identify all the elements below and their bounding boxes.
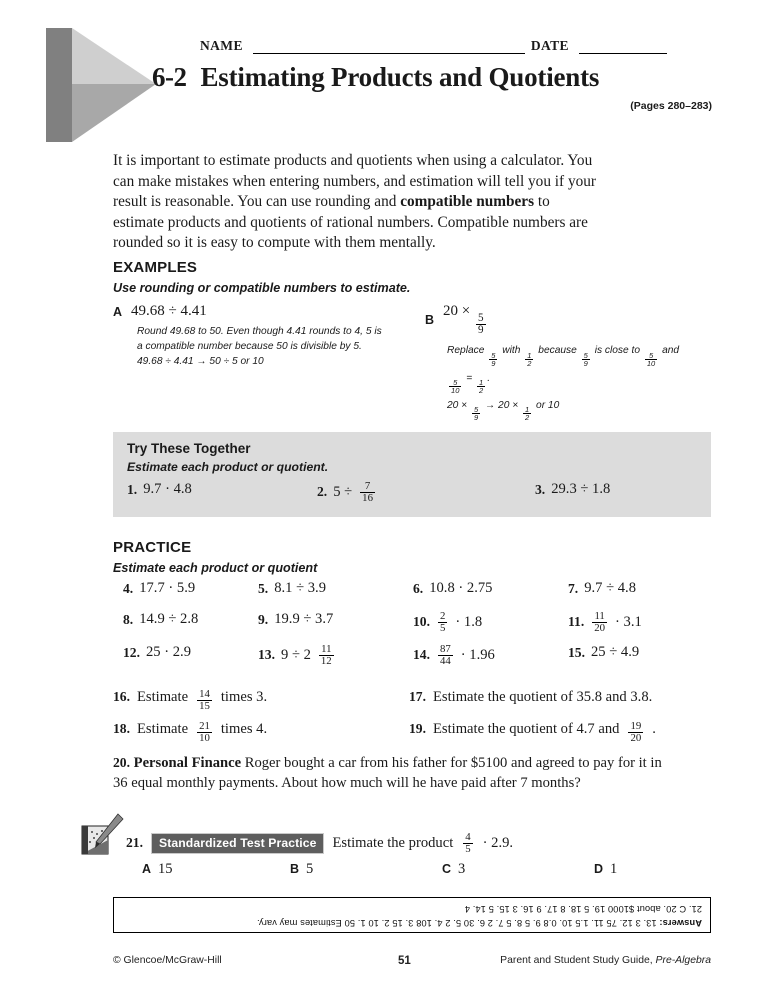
answers-line-2-text: 21. C 20. about $1000 19. 5 18. 8 17. 9 16. 3 15. 5 14. 4 [464,904,702,915]
answers-line-1 [122,916,702,930]
practice-row-1 [113,580,713,610]
exercise-item[interactable] [535,481,610,498]
exercise-number: 12. [123,644,140,660]
fraction [592,611,607,634]
answers-line-2 [122,902,702,916]
exercise-number: 1. [127,481,138,497]
try-these-together-box [113,432,711,517]
fraction [628,721,643,744]
exercise-number: 11. [568,614,585,630]
fraction-denominator: 16 [362,491,373,504]
fraction [319,644,334,667]
fraction-denominator: 2 [479,386,484,396]
fraction-numerator: 7 [364,480,371,492]
page-title: Estimating Products and Quotients [200,62,600,92]
practice-heading: PRACTICE [113,539,192,556]
exercise-text: 25 · 2.9 [146,644,191,660]
exercise-text-post: · 2.9. [482,834,514,851]
exercise-item[interactable] [258,644,336,667]
fraction-numerator: 5 [491,350,496,360]
fraction-numerator: 4 [465,831,471,843]
exercise-number: 17. [409,689,426,704]
example-b [425,303,715,422]
guide-title [500,955,711,966]
fraction-numerator: 5 [473,404,479,414]
exercise-text: 14.9 ÷ 2.8 [139,611,199,627]
guide-title-italic: Pre-Algebra [655,955,711,966]
fraction [582,352,590,368]
status-badge: Standardized Test Practice [151,833,324,854]
exercise-number: 8. [123,611,134,627]
exercise-item[interactable] [413,580,492,597]
fraction-numerator: 1 [527,350,532,360]
choice-value: 1 [610,861,618,877]
fraction-denominator: 9 [491,359,496,369]
exercise-number: 2. [317,484,328,500]
exercise-text: · 1.96 [460,646,495,663]
exercise-number: 4. [123,580,134,596]
text-fragment: Replace [447,345,485,357]
fraction-numerator: 2 [440,610,446,622]
pages-reference: (Pages 280–283) [630,100,712,112]
date-label: DATE [530,38,569,53]
fraction [476,313,486,336]
fraction-denominator: 9 [473,413,479,423]
fraction-denominator: 5 [440,621,446,634]
text-fragment: 20 × [447,399,468,411]
exercise-text: 29.3 ÷ 1.8 [551,481,611,497]
exercise-number: 18. [113,721,130,736]
fraction [197,721,212,744]
exercise-item[interactable] [113,721,267,744]
text-fragment: and [662,345,680,357]
copyright-text: © Glencoe/McGraw-Hill [113,955,222,966]
example-b-problem-prefix: 20 × [443,303,471,319]
example-a-letter: A [113,304,123,319]
choice-letter: C [442,862,452,876]
fraction-numerator: 87 [440,643,451,655]
exercise-text: Roger bought a car from his father for $5100 and agreed to pay for it in 36 equal monthly payments. About how much will he have paid after 7 months? [113,755,662,791]
example-a-line-3: 49.68 ÷ 4.41 → 50 ÷ 5 or 10 [137,356,264,367]
answers-box [113,897,711,933]
text-fragment: with [502,345,521,357]
fraction-denominator: 10 [199,731,210,744]
intro-part-1: It is important to estimate products and quotients when using a calculator. You can make mistakes when entering numbers, and estimation will tell you if your result is reasonable. You can use rounding and [113,152,597,211]
fraction [523,406,531,422]
practice-row-2 [113,611,713,641]
fraction-numerator: 21 [199,720,210,732]
lesson-number: 6-2 [152,62,187,92]
exercise-number: 13. [258,647,275,663]
fraction-numerator: 1 [479,377,484,387]
exercise-text-post: . [652,721,656,737]
exercise-text: Estimate [137,689,189,705]
exercise-text: 17.7 · 5.9 [139,580,196,596]
fraction-denominator: 2 [527,359,532,369]
fraction [472,406,480,422]
exercise-item[interactable] [317,481,377,504]
exercise-number: 15. [568,644,585,660]
fraction [449,379,461,395]
text-fragment: is close to [594,345,641,357]
name-date-row [200,38,715,54]
example-a-line-2: a compatible number because 50 is divisible by 5. [137,341,362,352]
fraction-denominator: 2 [525,413,530,423]
answers-label: Answers: [659,918,702,928]
name-input-line[interactable] [253,41,525,54]
choice-c[interactable] [442,861,465,878]
examples-subheading: Use rounding or compatible numbers to estimate. [113,281,411,295]
choice-b[interactable] [290,861,313,878]
exercise-item[interactable] [123,580,195,597]
exercise-text: 9.7 · 4.8 [143,481,192,497]
fraction-denominator: 12 [320,654,332,667]
fraction-numerator: 5 [648,350,654,360]
fraction-numerator: 5 [453,377,458,387]
text-fragment: because [538,345,577,357]
exercise-item-21[interactable] [126,832,716,855]
exercise-item[interactable] [413,611,482,634]
exercise-item[interactable] [568,580,636,597]
fraction [438,611,447,634]
exercise-text-post: times 3. [220,689,268,705]
exercise-text: · 1.8 [455,613,483,630]
example-a-line-1: Round 49.68 to 50. Even though 4.41 rounds to 4, 5 is [137,326,382,337]
exercise-number: 16. [113,689,130,704]
choice-value: 3 [458,861,466,877]
exercise-item[interactable] [568,644,639,661]
guide-title-prefix: Parent and Student Study Guide, [500,955,656,966]
multiple-choice-row [142,861,742,885]
fraction [360,481,375,504]
choice-letter: A [142,862,152,876]
exercise-text: 19.9 ÷ 3.7 [274,611,334,627]
exercise-number: 7. [568,580,579,596]
fraction-denominator: 20 [594,621,606,634]
exercise-item[interactable] [123,611,198,628]
exercise-item[interactable] [127,481,192,498]
choice-value: 5 [306,861,314,877]
exercise-text: Estimate [137,721,189,737]
exercise-item-20[interactable] [113,753,673,793]
exercise-text: 25 ÷ 4.9 [591,644,640,660]
answers-line-1-text: 13. 3 12. 75 11. 1.5 10. 0.8 9. 5 8. 5 7. 2 6. 30 5. 2 4. 108 3. 15 2. 10 1. 50 Estimates may vary. [256,918,657,928]
exercise-number: 14. [413,647,430,663]
exercise-item[interactable] [413,644,495,667]
practice-subheading: Estimate each product or quotient [113,561,318,575]
example-b-line-1 [447,340,715,367]
exercise-number: 21. [126,835,143,851]
fraction [438,644,453,667]
exercise-number: 6. [413,580,424,596]
fraction [477,379,485,395]
example-b-line-3 [447,395,715,422]
try-these-subtitle: Estimate each product or quotient. [127,460,329,474]
choice-a[interactable] [142,861,173,878]
date-input-line[interactable] [579,41,667,54]
fraction-denominator: 5 [465,842,471,855]
exercise-item[interactable] [123,644,191,661]
exercise-number: 10. [413,614,430,630]
exercise-text: Estimate the quotient of 4.7 and [433,721,620,737]
example-a-problem: 49.68 ÷ 4.41 [131,303,207,319]
fraction-numerator: 1 [525,404,530,414]
choice-letter: B [290,862,300,876]
fraction-denominator: 10 [646,359,656,369]
example-b-letter: B [425,312,435,327]
exercise-text: · 3.1 [615,613,642,630]
exercise-text-post: times 4. [220,721,268,737]
choice-letter: D [594,862,604,876]
exercise-category-label: Personal Finance [133,755,242,771]
fraction-denominator: 20 [630,731,642,744]
text-fragment: . [487,372,491,384]
fraction-denominator: 44 [440,654,451,667]
name-label: NAME [200,38,243,53]
example-b-problem [443,303,488,336]
exercise-item[interactable] [258,611,333,628]
exercise-number: 19. [409,721,426,736]
exercise-number: 5. [258,580,269,596]
exercise-item[interactable] [568,611,642,634]
answers-inner-rotated [114,898,710,932]
fraction [197,689,212,712]
examples-heading: EXAMPLES [113,259,198,276]
exercise-text: 9 ÷ 2 [281,646,311,663]
fraction-denominator: 10 [451,386,460,396]
choice-d[interactable] [594,861,617,878]
fraction-denominator: 9 [583,359,588,369]
exercise-text: 5 ÷ [333,483,353,500]
text-fragment: → 20 × [485,399,519,411]
fraction [525,352,533,368]
fraction-numerator: 11 [321,643,332,655]
fraction-numerator: 14 [199,688,210,700]
exercise-number: 20. [113,755,130,770]
try-these-items [127,481,711,515]
choice-value: 15 [158,861,173,877]
fraction [489,352,497,368]
exercise-item[interactable] [113,689,267,712]
fraction-numerator: 11 [594,610,605,622]
example-a [113,303,403,369]
exercise-item[interactable] [409,721,656,744]
exercise-text: Estimate the quotient of 35.8 and 3.8. [433,689,653,705]
example-a-explanation [137,324,403,369]
pencil-test-icon [78,812,126,860]
exercise-item[interactable] [409,689,652,706]
exercise-number: 9. [258,611,269,627]
intro-bold-term: compatible numbers [400,193,535,211]
text-fragment: or 10 [536,399,560,411]
exercise-text: 9.7 ÷ 4.8 [584,580,636,596]
fraction-numerator: 5 [583,350,588,360]
exercise-text: Estimate the product [332,834,454,851]
text-fragment: = [466,372,473,384]
exercise-text: 8.1 ÷ 3.9 [274,580,326,596]
exercise-number: 3. [535,481,546,497]
try-these-title: Try These Together [127,441,251,456]
practice-row-3 [113,644,713,674]
lesson-title-row [152,62,752,93]
exercise-text: 10.8 · 2.75 [429,580,493,596]
intro-part-2: to estimate products and quotients of rational numbers. Compatible numbers are rounded so it is easy to compute with them mentally. [113,193,588,251]
page-number: 51 [398,955,411,967]
fraction [463,832,472,855]
example-b-line-2 [447,368,715,395]
exercise-item[interactable] [258,580,326,597]
fraction [645,352,657,368]
fraction-numerator: 19 [630,720,642,732]
intro-paragraph [113,151,597,253]
fraction-denominator: 9 [478,324,484,337]
fraction-denominator: 15 [199,699,210,712]
example-b-explanation [447,340,715,422]
arrow-logo-icon [42,26,160,144]
fraction-numerator: 5 [478,312,484,325]
